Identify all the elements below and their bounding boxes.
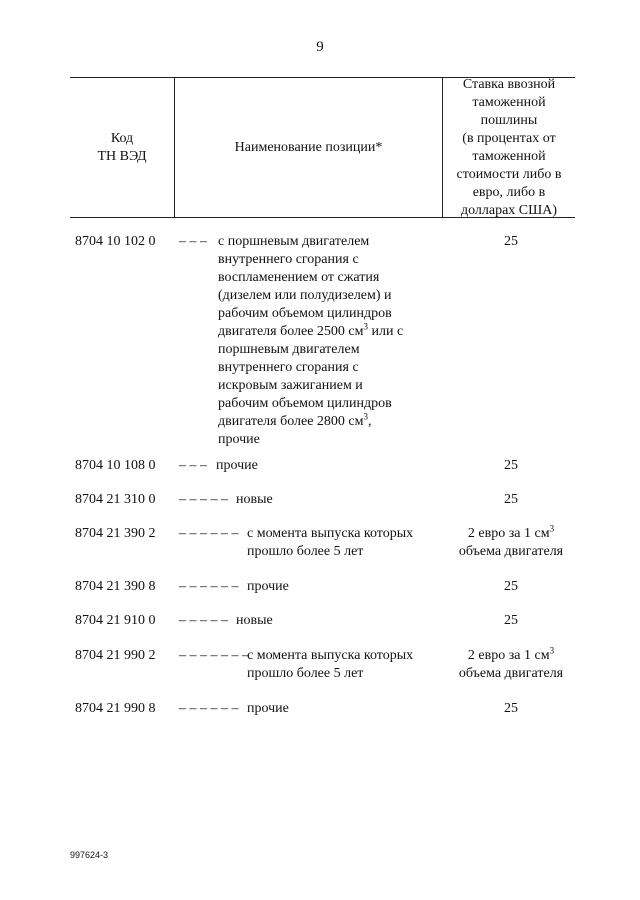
header-name-cell — [175, 78, 442, 217]
table-header — [70, 77, 575, 218]
row-rate: 25 — [504, 579, 518, 594]
header-code-label: Код ТН ВЭД — [97, 130, 147, 164]
row-code: 8704 10 108 0 — [75, 458, 156, 473]
header-code-cell — [70, 78, 174, 217]
row-dashes: – – – – – – — [179, 701, 239, 716]
row-code: 8704 21 390 2 — [75, 526, 156, 541]
row-code: 8704 10 102 0 — [75, 234, 156, 249]
row-dashes: – – – – – — [179, 613, 228, 628]
row-code: 8704 21 390 8 — [75, 579, 156, 594]
row-code: 8704 21 310 0 — [75, 492, 156, 507]
header-rate-label: Ставка ввозной таможенной пошлины (в процентах от таможенной стоимости либо в евро, либо в долларах США) — [456, 76, 562, 218]
row-rate: 2 евро за 1 $см^3$ объема двигателя — [458, 645, 564, 681]
row-dashes: – – – – – – – — [179, 648, 249, 663]
row-name: прочие — [216, 458, 258, 473]
row-code: 8704 21 990 8 — [75, 701, 156, 716]
row-name: с момента выпуска которых прошло более 5 лет — [247, 648, 414, 681]
row-dashes: – – – – – – — [179, 526, 239, 541]
header-name-label: Наименование позиции* — [234, 139, 383, 155]
row-dashes: – – – – – — [179, 492, 228, 507]
row-rate: 25 — [504, 234, 518, 249]
row-dashes: – – – – – – — [179, 579, 239, 594]
row-name: новые — [236, 613, 273, 628]
row-code: 8704 21 910 0 — [75, 613, 156, 628]
row-name: прочие — [247, 701, 289, 716]
document-footer-code: 997624-3 — [70, 850, 109, 860]
row-dashes: – – – — [179, 234, 207, 249]
row-rate: 25 — [504, 458, 518, 473]
row-rate: 25 — [504, 701, 518, 716]
row-code: 8704 21 990 2 — [75, 648, 156, 663]
page-number: 9 — [316, 39, 324, 55]
row-name: новые — [236, 492, 273, 507]
row-name: с момента выпуска которых прошло более 5 лет — [247, 526, 414, 559]
row-dashes: – – – — [179, 458, 207, 473]
row-rate: 2 евро за 1 $см^3$ объема двигателя — [458, 523, 564, 559]
row-name: прочие — [247, 579, 289, 594]
row-name: с поршневым двигателем внутреннего сгорания с воспламенением от сжатия (дизелем или полудизелем) и рабочим объемом цилиндров двигателя более 2500 $см^3$ или с поршневым двигателем внутреннего сгорания с искровым зажиганием и рабочим объемом цилиндров двигателя более 2800 $см^3$, прочие — [218, 234, 404, 447]
row-rate: 25 — [504, 613, 518, 628]
header-rate-cell — [443, 78, 575, 217]
row-rate: 25 — [504, 492, 518, 507]
